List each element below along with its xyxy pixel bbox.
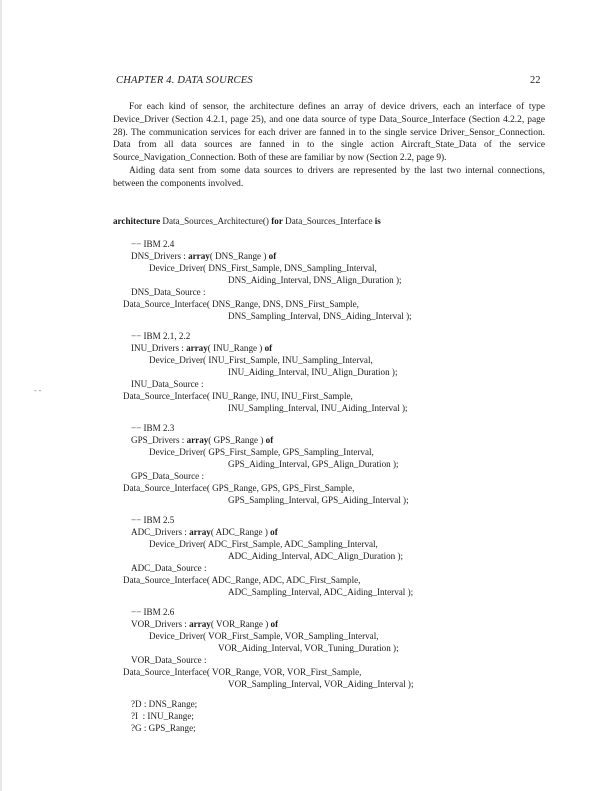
adc-source-line: ADC_Data_Source : bbox=[131, 563, 207, 573]
dns-source-line: DNS_Data_Source : bbox=[131, 287, 206, 297]
keyword-is: is bbox=[374, 216, 381, 226]
adc-drivers-name: ADC_Drivers : bbox=[131, 527, 190, 537]
keyword-of: of bbox=[270, 619, 279, 629]
architecture-name: Data_Sources_Architecture() bbox=[160, 216, 272, 226]
vor-comment: −− IBM 2.6 bbox=[131, 607, 175, 617]
keyword-of: of bbox=[270, 527, 278, 537]
adc-comment: −− IBM 2.5 bbox=[131, 515, 175, 525]
gps-drivers-name: GPS_Drivers : bbox=[131, 435, 187, 445]
vor-source-line: VOR_Data_Source : bbox=[131, 655, 207, 665]
dns-range: ( DNS_Range ) bbox=[209, 251, 269, 261]
inu-drivers-line bbox=[131, 343, 272, 353]
architecture-declaration bbox=[113, 216, 381, 226]
adc-device-line-2: ADC_Aiding_Interval, ADC_Align_Duration ); bbox=[228, 551, 404, 561]
dns-interface-line-2: DNS_Sampling_Interval, DNS_Aiding_Interval ); bbox=[228, 311, 412, 321]
inu-range: ( INU_Range ) bbox=[207, 343, 265, 353]
dns-interface-line-1: Data_Source_Interface( DNS_Range, DNS, DNS_First_Sample, bbox=[123, 299, 359, 309]
keyword-of: of bbox=[268, 251, 277, 261]
interface-name: Data_Sources_Interface bbox=[282, 216, 375, 226]
keyword-array: array bbox=[189, 527, 211, 537]
margin-mark: - - bbox=[34, 386, 42, 395]
dns-drivers-name: DNS_Drivers : bbox=[131, 251, 189, 261]
paragraph-2: Aiding data sent from some data sources to drivers are represented by the last two internal connections, between the components involved. bbox=[113, 165, 545, 189]
vor-device-line-2: VOR_Aiding_Interval, VOR_Tuning_Duration ); bbox=[218, 643, 399, 653]
vor-device-line-1: Device_Driver( VOR_First_Sample, VOR_Sampling_Interval, bbox=[149, 631, 379, 641]
keyword-of: of bbox=[265, 435, 274, 445]
dns-device-line-2: DNS_Aiding_Interval, DNS_Align_Duration ); bbox=[228, 275, 402, 285]
gps-interface-line-2: GPS_Sampling_Interval, GPS_Aiding_Interval ); bbox=[228, 495, 409, 505]
vor-drivers-line bbox=[131, 619, 278, 629]
dns-drivers-line bbox=[131, 251, 276, 261]
keyword-array: array bbox=[189, 619, 211, 629]
chapter-header: CHAPTER 4. DATA SOURCES bbox=[116, 75, 253, 86]
adc-drivers-line bbox=[131, 527, 278, 537]
inu-interface-line-2: INU_Sampling_Interval, INU_Aiding_Interval ); bbox=[228, 403, 408, 413]
vor-interface-line-1: Data_Source_Interface( VOR_Range, VOR, VOR_First_Sample, bbox=[123, 667, 362, 677]
inu-device-line-2: INU_Aiding_Interval, INU_Align_Duration ); bbox=[228, 367, 398, 377]
gps-comment: −− IBM 2.3 bbox=[131, 423, 175, 433]
adc-interface-line-2: ADC_Sampling_Interval, ADC_Aiding_Interval ); bbox=[228, 587, 414, 597]
scan-edge bbox=[0, 0, 2, 791]
variable-d: ?D : DNS_Range; bbox=[131, 699, 198, 709]
gps-interface-line-1: Data_Source_Interface( GPS_Range, GPS, GPS_First_Sample, bbox=[123, 483, 355, 493]
gps-device-line-1: Device_Driver( GPS_First_Sample, GPS_Sampling_Interval, bbox=[149, 447, 374, 457]
variable-g: ?G : GPS_Range; bbox=[131, 723, 196, 733]
vor-range: ( VOR_Range ) bbox=[210, 619, 271, 629]
inu-comment: −− IBM 2.1, 2.2 bbox=[131, 331, 191, 341]
dns-comment: −− IBM 2.4 bbox=[131, 239, 175, 249]
gps-device-line-2: GPS_Aiding_Interval, GPS_Align_Duration ); bbox=[228, 459, 399, 469]
adc-device-line-1: Device_Driver( ADC_First_Sample, ADC_Sampling_Interval, bbox=[149, 539, 378, 549]
body-text bbox=[113, 101, 545, 191]
keyword-architecture: architecture bbox=[113, 216, 161, 226]
gps-range: ( GPS_Range ) bbox=[208, 435, 266, 445]
page-number: 22 bbox=[530, 75, 541, 86]
paragraph-1: For each kind of sensor, the architecture defines an array of device drivers, each an interface of type Device_Driver (Section 4.2.1, page 25), and one data source of type Data_Source_Interface (Section 4.2.2, page 28). The communication services for each driver are fanned in to the single service Driver_Sensor_Connection. Data from all data sources are fanned in to the single action Aircraft_State_Data of the service Source_Navigation_Connection. Both of these are familiar by now (Section 2.2, page 9). bbox=[113, 102, 545, 164]
adc-interface-line-1: Data_Source_Interface( ADC_Range, ADC, ADC_First_Sample, bbox=[123, 575, 361, 585]
dns-device-line-1: Device_Driver( DNS_First_Sample, DNS_Sampling_Interval, bbox=[149, 263, 377, 273]
keyword-array: array bbox=[186, 343, 208, 353]
inu-interface-line-1: Data_Source_Interface( INU_Range, INU, INU_First_Sample, bbox=[123, 391, 353, 401]
keyword-array: array bbox=[186, 435, 209, 445]
vor-drivers-name: VOR_Drivers : bbox=[131, 619, 190, 629]
keyword-for: for bbox=[271, 216, 283, 226]
adc-range: ( ADC_Range ) bbox=[210, 527, 271, 537]
keyword-of: of bbox=[264, 343, 273, 353]
keyword-array: array bbox=[188, 251, 210, 261]
inu-device-line-1: Device_Driver( INU_First_Sample, INU_Sampling_Interval, bbox=[149, 355, 373, 365]
variable-i: ?I : INU_Range; bbox=[131, 711, 194, 721]
inu-source-line: INU_Data_Source : bbox=[131, 379, 204, 389]
inu-drivers-name: INU_Drivers : bbox=[131, 343, 187, 353]
vor-interface-line-2: VOR_Sampling_Interval, VOR_Aiding_Interval ); bbox=[228, 679, 414, 689]
gps-source-line: GPS_Data_Source : bbox=[131, 471, 204, 481]
gps-drivers-line bbox=[131, 435, 273, 445]
